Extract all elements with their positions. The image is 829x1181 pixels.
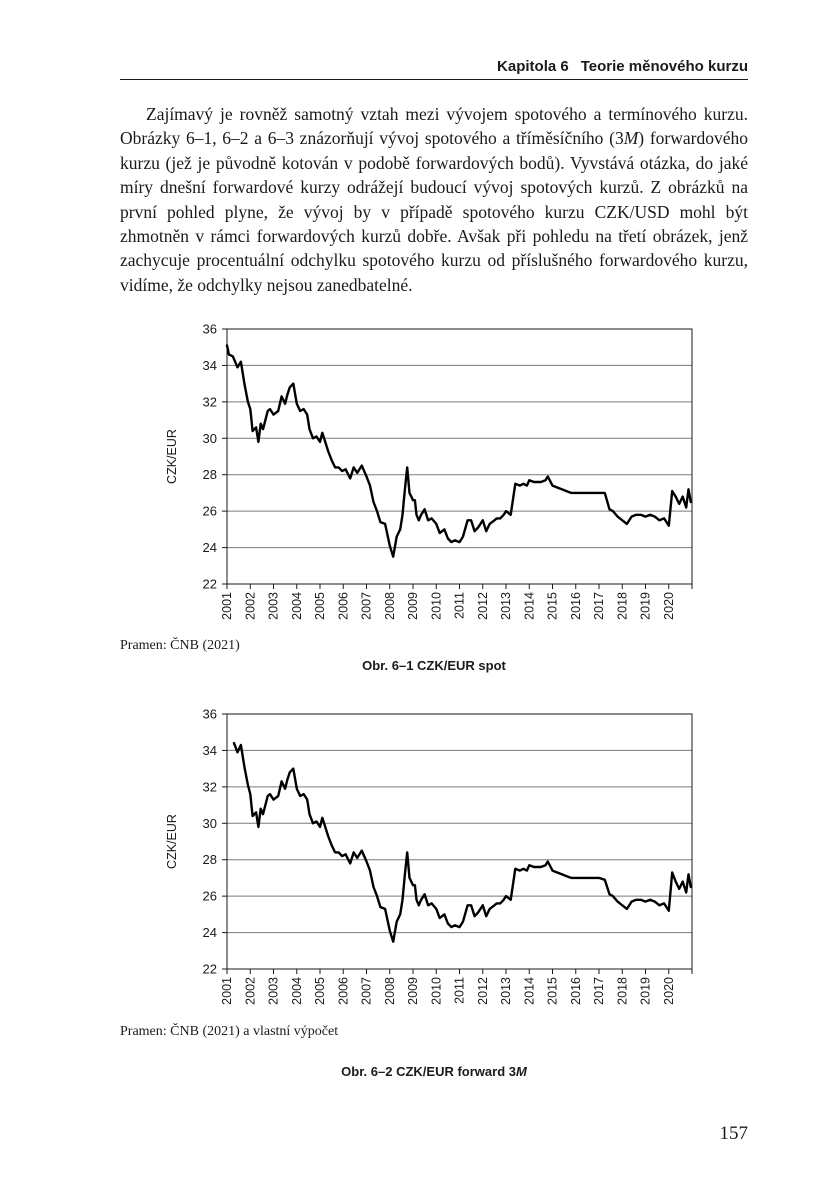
y-tick-label: 22 [202, 576, 217, 592]
paragraph-text-end: ) forwardového kurzu (jež je původně kotován v podobě forwardových bodů). Vyvstává otázka, do jaké míry dnešní forwardové kurzy odrážejí budoucí vývoj spotových kurzů. Z obrázků na první pohled plyne, že vývoj by v případě spotového kurzu CZK/USD mohl být zhmotněn v rámci forwardových kurzů dobře. Avšak při pohledu na třetí obrázek, jenž zachycuje procentuální odchylku spotového kurzu od příslušného forwardového kurzu, vidíme, že odchylky nejsou zanedbatelné. [120, 128, 748, 295]
plot-frame [227, 714, 692, 969]
x-tick-label: 2015 [545, 592, 560, 620]
y-tick-label: 36 [202, 706, 217, 722]
x-tick-label: 2011 [452, 977, 467, 1004]
x-tick-label: 2008 [382, 592, 397, 620]
figure2-caption-italic-m: M [515, 1064, 527, 1079]
x-tick-label: 2002 [243, 592, 258, 620]
paragraph-text-start: Zajímavý je rovněž samotný vztah mezi vývojem spotového a termínového kurzu. Obrázky 6–1, 6–2 a 6–3 znázorňují vývoj spotového a tříměsíčního (3 [120, 104, 748, 149]
x-tick-label: 2016 [568, 977, 583, 1005]
y-tick-label: 32 [202, 394, 217, 410]
y-tick-label: 28 [202, 852, 217, 868]
y-tick-label: 34 [202, 357, 217, 373]
y-tick-label: 22 [202, 961, 217, 977]
y-tick-label: 34 [202, 742, 217, 758]
x-tick-label: 2007 [359, 592, 374, 620]
chapter-label: Kapitola 6 [497, 58, 569, 75]
x-tick-label: 2010 [429, 592, 444, 620]
figure1-caption: Obr. 6–1 CZK/EUR spot [362, 658, 506, 673]
x-tick-label: 2019 [638, 592, 653, 620]
y-tick-label: 30 [202, 430, 217, 446]
paragraph-italic-m: M [623, 128, 639, 149]
figure1-source: Pramen: ČNB (2021) [120, 638, 240, 653]
page-number: 157 [719, 1123, 748, 1144]
body-paragraph [120, 102, 748, 297]
x-tick-label: 2010 [429, 977, 444, 1005]
x-tick-label: 2017 [592, 592, 606, 620]
x-tick-label: 2006 [336, 977, 351, 1005]
x-tick-label: 2018 [615, 592, 630, 620]
x-tick-label: 2012 [475, 592, 490, 620]
plot-frame [227, 329, 692, 584]
x-tick-label: 2020 [661, 592, 676, 620]
y-tick-label: 26 [202, 503, 217, 519]
x-tick-label: 2007 [359, 977, 374, 1005]
y-tick-label: 26 [202, 888, 217, 904]
x-tick-label: 2011 [452, 592, 467, 619]
figure2-caption [120, 1064, 748, 1079]
x-tick-label: 2004 [289, 592, 304, 620]
x-tick-label: 2009 [406, 592, 420, 620]
y-tick-label: 24 [202, 925, 217, 941]
chapter-title: Teorie měnového kurzu [580, 58, 748, 75]
x-tick-label: 2014 [522, 977, 537, 1005]
x-tick-label: 2008 [382, 977, 397, 1005]
x-tick-label: 2009 [406, 977, 420, 1005]
x-tick-label: 2019 [638, 977, 653, 1005]
x-tick-label: 2003 [266, 592, 281, 620]
x-tick-label: 2005 [313, 592, 327, 620]
x-tick-label: 2003 [266, 977, 281, 1005]
x-tick-label: 2002 [243, 977, 258, 1005]
x-tick-label: 2012 [475, 977, 490, 1005]
chart-czk-eur-spot [0, 315, 829, 635]
x-tick-label: 2013 [499, 977, 513, 1005]
x-tick-label: 2017 [592, 977, 606, 1005]
figure2-source: Pramen: ČNB (2021) a vlastní výpočet [120, 1024, 339, 1039]
x-tick-label: 2014 [522, 592, 537, 620]
figure2-caption-text: Obr. 6–2 CZK/EUR forward 3 [341, 1064, 516, 1079]
header-rule [120, 79, 748, 80]
series-line [234, 743, 691, 942]
y-axis-label: CZK/EUR [165, 814, 179, 869]
x-tick-label: 2001 [220, 977, 234, 1005]
series-line [227, 345, 691, 556]
x-tick-label: 2001 [220, 592, 234, 620]
y-tick-label: 30 [202, 815, 217, 831]
x-tick-label: 2005 [313, 977, 327, 1005]
y-axis-label: CZK/EUR [165, 429, 179, 484]
x-tick-label: 2006 [336, 592, 351, 620]
x-tick-label: 2004 [289, 977, 304, 1005]
running-header [120, 58, 748, 75]
x-tick-label: 2013 [499, 592, 513, 620]
y-tick-label: 24 [202, 540, 217, 556]
y-tick-label: 32 [202, 779, 217, 795]
y-tick-label: 28 [202, 467, 217, 483]
x-tick-label: 2018 [615, 977, 630, 1005]
x-tick-label: 2015 [545, 977, 560, 1005]
x-tick-label: 2020 [661, 977, 676, 1005]
chart-czk-eur-forward [0, 700, 829, 1020]
x-tick-label: 2016 [568, 592, 583, 620]
y-tick-label: 36 [202, 321, 217, 337]
